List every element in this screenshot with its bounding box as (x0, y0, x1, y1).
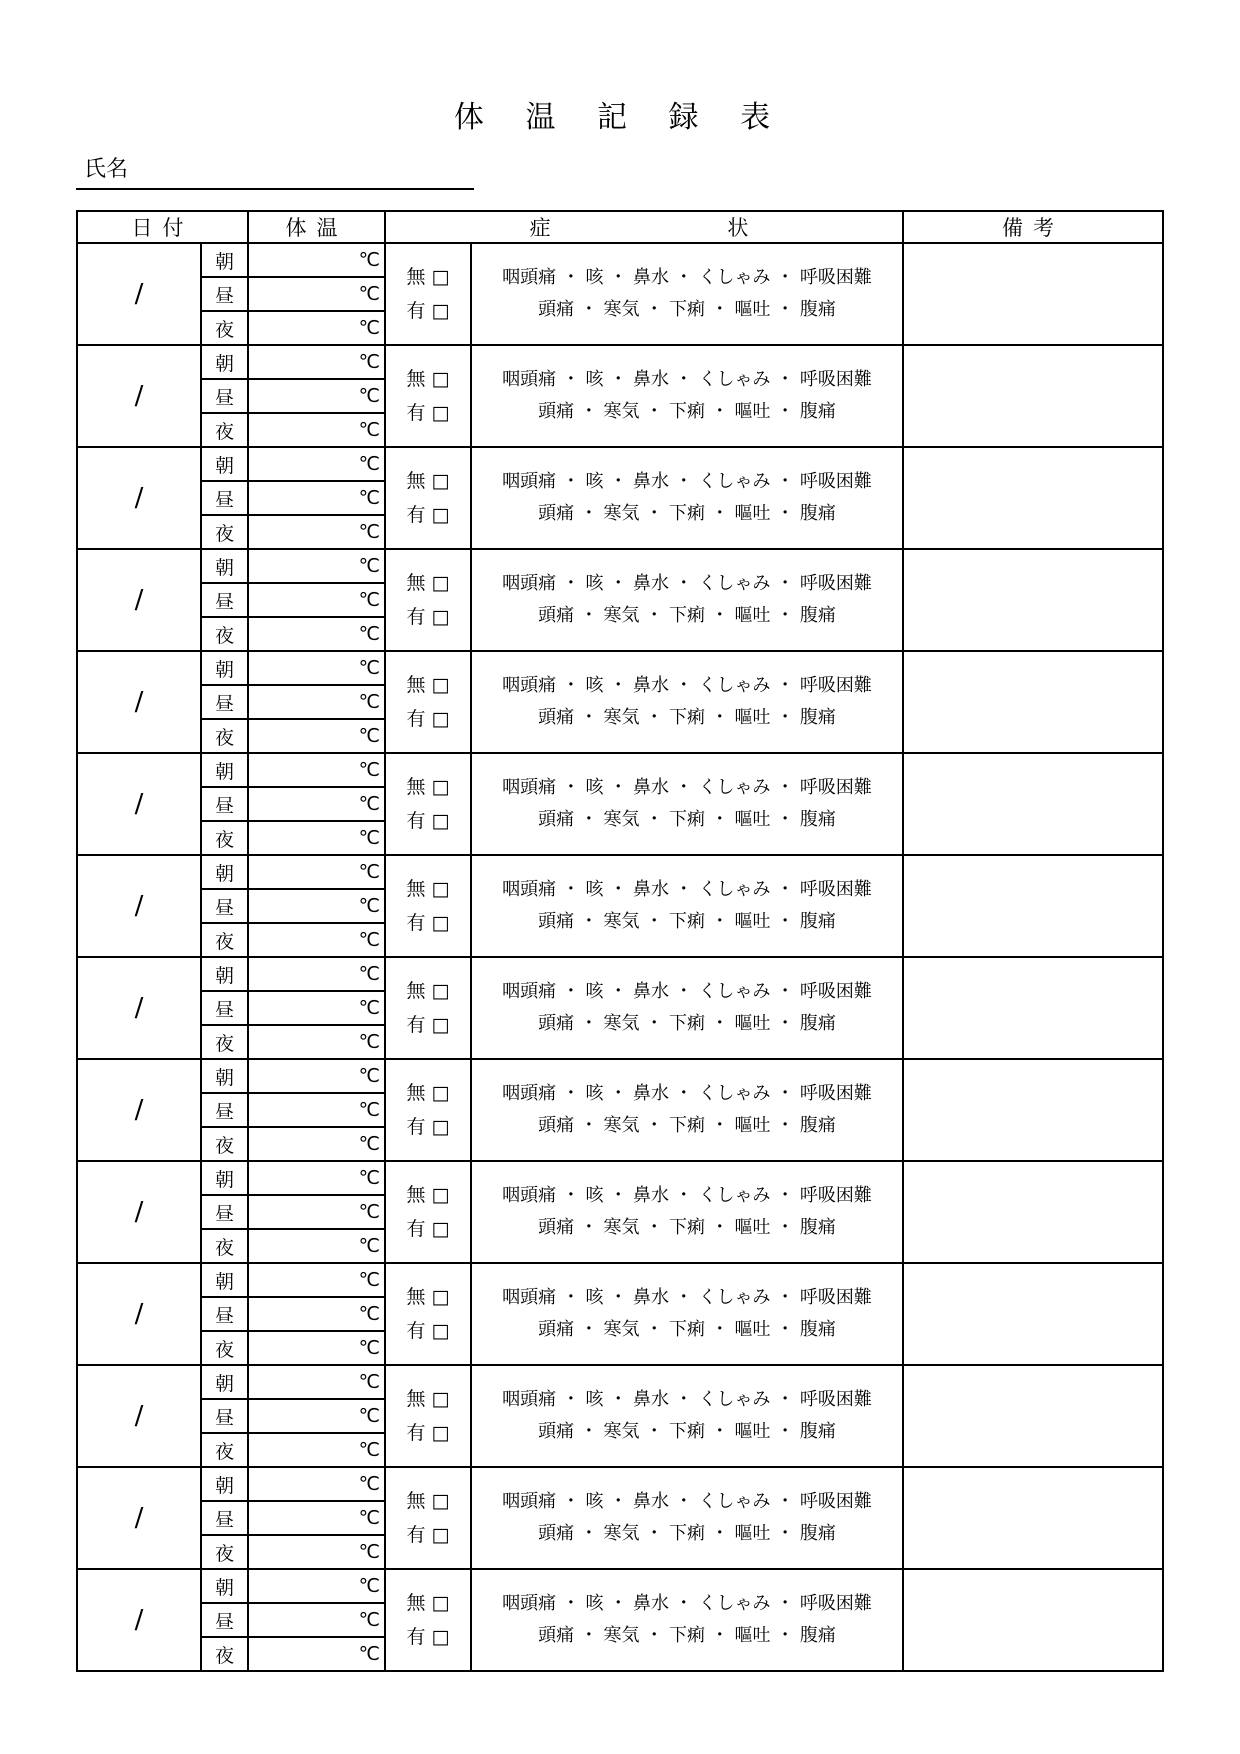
time-of-day-label: 夜 (201, 1025, 248, 1059)
symptom-line-2[interactable]: 頭痛 ・ 寒気 ・ 下痢 ・ 嘔吐 ・ 腹痛 (538, 707, 836, 728)
temperature-cell[interactable]: ℃ (248, 923, 385, 957)
table-row (77, 1263, 1163, 1297)
temperature-cell[interactable]: ℃ (248, 753, 385, 787)
time-of-day-label: 朝 (201, 1263, 248, 1297)
date-cell[interactable]: / (77, 1365, 201, 1467)
temperature-cell[interactable]: ℃ (248, 379, 385, 413)
time-of-day-label: 昼 (201, 1195, 248, 1229)
time-of-day-label: 昼 (201, 277, 248, 311)
time-of-day-label: 朝 (201, 1365, 248, 1399)
temperature-cell[interactable]: ℃ (248, 1093, 385, 1127)
time-of-day-label: 朝 (201, 957, 248, 991)
time-of-day-label: 夜 (201, 311, 248, 345)
symptom-line-1[interactable]: 咽頭痛 ・ 咳 ・ 鼻水 ・ くしゃみ ・ 呼吸困難 (502, 675, 872, 696)
time-of-day-label: 夜 (201, 1127, 248, 1161)
time-of-day-label: 夜 (201, 1637, 248, 1671)
temperature-cell[interactable]: ℃ (248, 719, 385, 753)
table-row (77, 1059, 1163, 1093)
yes-checkbox[interactable]: 有 □ (406, 1014, 450, 1036)
notes-cell[interactable] (903, 855, 1163, 957)
symptom-line-2[interactable]: 頭痛 ・ 寒気 ・ 下痢 ・ 嘔吐 ・ 腹痛 (538, 503, 836, 524)
symptom-presence-cell (385, 1263, 471, 1365)
notes-cell[interactable] (903, 243, 1163, 345)
time-of-day-label: 夜 (201, 821, 248, 855)
yes-checkbox[interactable]: 有 □ (406, 912, 450, 934)
table-row (77, 651, 1163, 685)
temperature-cell[interactable]: ℃ (248, 1569, 385, 1603)
symptom-line-1[interactable]: 咽頭痛 ・ 咳 ・ 鼻水 ・ くしゃみ ・ 呼吸困難 (502, 777, 872, 798)
temperature-cell[interactable]: ℃ (248, 1297, 385, 1331)
symptom-line-1[interactable]: 咽頭痛 ・ 咳 ・ 鼻水 ・ くしゃみ ・ 呼吸困難 (502, 1491, 872, 1512)
yes-checkbox[interactable]: 有 □ (406, 402, 450, 424)
symptom-line-2[interactable]: 頭痛 ・ 寒気 ・ 下痢 ・ 嘔吐 ・ 腹痛 (538, 809, 836, 830)
time-of-day-label: 夜 (201, 923, 248, 957)
yes-checkbox[interactable]: 有 □ (406, 1218, 450, 1240)
temperature-cell[interactable]: ℃ (248, 1501, 385, 1535)
table-row (77, 243, 1163, 277)
symptom-list-cell (471, 549, 903, 651)
notes-cell[interactable] (903, 447, 1163, 549)
date-cell[interactable]: / (77, 651, 201, 753)
notes-cell[interactable] (903, 1059, 1163, 1161)
none-checkbox[interactable]: 無 □ (406, 266, 450, 288)
temperature-log-table (76, 210, 1164, 1672)
time-of-day-label: 昼 (201, 787, 248, 821)
time-of-day-label: 昼 (201, 1297, 248, 1331)
symptom-list-cell (471, 1365, 903, 1467)
date-cell[interactable]: / (77, 1059, 201, 1161)
notes-cell[interactable] (903, 345, 1163, 447)
header-notes: 備考 (903, 211, 1163, 243)
notes-cell[interactable] (903, 1263, 1163, 1365)
page-title: 体 温 記 録 表 (453, 100, 787, 135)
table-row (77, 957, 1163, 991)
none-checkbox[interactable]: 無 □ (406, 1388, 450, 1410)
symptom-presence-cell (385, 1467, 471, 1569)
time-of-day-label: 朝 (201, 753, 248, 787)
temperature-cell[interactable]: ℃ (248, 1467, 385, 1501)
time-of-day-label: 夜 (201, 515, 248, 549)
none-checkbox[interactable]: 無 □ (406, 980, 450, 1002)
symptom-presence-cell (385, 957, 471, 1059)
temperature-cell[interactable]: ℃ (248, 583, 385, 617)
symptom-line-2[interactable]: 頭痛 ・ 寒気 ・ 下痢 ・ 嘔吐 ・ 腹痛 (538, 401, 836, 422)
symptom-line-2[interactable]: 頭痛 ・ 寒気 ・ 下痢 ・ 嘔吐 ・ 腹痛 (538, 1421, 836, 1442)
symptom-list-cell (471, 345, 903, 447)
yes-checkbox[interactable]: 有 □ (406, 1116, 450, 1138)
temperature-cell[interactable]: ℃ (248, 1399, 385, 1433)
temperature-cell[interactable]: ℃ (248, 889, 385, 923)
date-cell[interactable]: / (77, 855, 201, 957)
symptom-line-1[interactable]: 咽頭痛 ・ 咳 ・ 鼻水 ・ くしゃみ ・ 呼吸困難 (502, 267, 872, 288)
yes-checkbox[interactable]: 有 □ (406, 1422, 450, 1444)
symptom-list-cell (471, 1569, 903, 1671)
symptom-line-2[interactable]: 頭痛 ・ 寒気 ・ 下痢 ・ 嘔吐 ・ 腹痛 (538, 1013, 836, 1034)
temperature-cell[interactable]: ℃ (248, 1365, 385, 1399)
symptom-list-cell (471, 1059, 903, 1161)
symptom-presence-cell (385, 345, 471, 447)
notes-cell[interactable] (903, 1569, 1163, 1671)
time-of-day-label: 昼 (201, 1603, 248, 1637)
time-of-day-label: 朝 (201, 447, 248, 481)
symptom-presence-cell (385, 1365, 471, 1467)
temperature-cell[interactable]: ℃ (248, 617, 385, 651)
time-of-day-label: 朝 (201, 549, 248, 583)
symptom-line-2[interactable]: 頭痛 ・ 寒気 ・ 下痢 ・ 嘔吐 ・ 腹痛 (538, 299, 836, 320)
time-of-day-label: 昼 (201, 889, 248, 923)
date-cell[interactable]: / (77, 345, 201, 447)
symptom-list-cell (471, 1263, 903, 1365)
time-of-day-label: 夜 (201, 719, 248, 753)
temperature-cell[interactable]: ℃ (248, 787, 385, 821)
date-cell[interactable]: / (77, 957, 201, 1059)
time-of-day-label: 夜 (201, 1229, 248, 1263)
symptom-presence-cell (385, 855, 471, 957)
symptom-line-2[interactable]: 頭痛 ・ 寒気 ・ 下痢 ・ 嘔吐 ・ 腹痛 (538, 1319, 836, 1340)
time-of-day-label: 朝 (201, 345, 248, 379)
temperature-cell[interactable]: ℃ (248, 549, 385, 583)
symptom-presence-cell (385, 1569, 471, 1671)
symptom-presence-cell (385, 651, 471, 753)
temperature-cell[interactable]: ℃ (248, 821, 385, 855)
temperature-cell[interactable]: ℃ (248, 447, 385, 481)
temperature-cell[interactable]: ℃ (248, 651, 385, 685)
none-checkbox[interactable]: 無 □ (406, 368, 450, 390)
yes-checkbox[interactable]: 有 □ (406, 504, 450, 526)
name-label: 氏名 (84, 157, 129, 182)
temperature-cell[interactable]: ℃ (248, 311, 385, 345)
table-row (77, 1467, 1163, 1501)
log-rows (77, 243, 1163, 1671)
time-of-day-label: 夜 (201, 1331, 248, 1365)
symptom-list-cell (471, 651, 903, 753)
none-checkbox[interactable]: 無 □ (406, 1184, 450, 1206)
time-of-day-label: 昼 (201, 991, 248, 1025)
none-checkbox[interactable]: 無 □ (406, 1082, 450, 1104)
none-checkbox[interactable]: 無 □ (406, 878, 450, 900)
symptom-list-cell (471, 243, 903, 345)
notes-cell[interactable] (903, 957, 1163, 1059)
temperature-cell[interactable]: ℃ (248, 1263, 385, 1297)
temperature-cell[interactable]: ℃ (248, 1127, 385, 1161)
symptom-line-1[interactable]: 咽頭痛 ・ 咳 ・ 鼻水 ・ くしゃみ ・ 呼吸困難 (502, 1389, 872, 1410)
symptom-presence-cell (385, 243, 471, 345)
table-row (77, 345, 1163, 379)
temperature-cell[interactable]: ℃ (248, 1025, 385, 1059)
date-cell[interactable]: / (77, 447, 201, 549)
temperature-cell[interactable]: ℃ (248, 515, 385, 549)
symptom-line-2[interactable]: 頭痛 ・ 寒気 ・ 下痢 ・ 嘔吐 ・ 腹痛 (538, 1523, 836, 1544)
symptom-presence-cell (385, 1059, 471, 1161)
yes-checkbox[interactable]: 有 □ (406, 1524, 450, 1546)
yes-checkbox[interactable]: 有 □ (406, 606, 450, 628)
time-of-day-label: 朝 (201, 855, 248, 889)
time-of-day-label: 昼 (201, 1093, 248, 1127)
time-of-day-label: 朝 (201, 1161, 248, 1195)
symptom-line-1[interactable]: 咽頭痛 ・ 咳 ・ 鼻水 ・ くしゃみ ・ 呼吸困難 (502, 1287, 872, 1308)
yes-checkbox[interactable]: 有 □ (406, 1626, 450, 1648)
yes-checkbox[interactable]: 有 □ (406, 708, 450, 730)
time-of-day-label: 昼 (201, 583, 248, 617)
symptom-list-cell (471, 753, 903, 855)
time-of-day-label: 昼 (201, 1501, 248, 1535)
temperature-cell[interactable]: ℃ (248, 855, 385, 889)
symptom-line-2[interactable]: 頭痛 ・ 寒気 ・ 下痢 ・ 嘔吐 ・ 腹痛 (538, 1217, 836, 1238)
time-of-day-label: 昼 (201, 1399, 248, 1433)
none-checkbox[interactable]: 無 □ (406, 1490, 450, 1512)
temperature-cell[interactable]: ℃ (248, 1229, 385, 1263)
table-row (77, 753, 1163, 787)
symptom-presence-cell (385, 753, 471, 855)
temperature-cell[interactable]: ℃ (248, 413, 385, 447)
table-row (77, 1161, 1163, 1195)
symptom-line-1[interactable]: 咽頭痛 ・ 咳 ・ 鼻水 ・ くしゃみ ・ 呼吸困難 (502, 471, 872, 492)
temperature-cell[interactable]: ℃ (248, 243, 385, 277)
header-temperature: 体温 (248, 211, 385, 243)
time-of-day-label: 朝 (201, 1569, 248, 1603)
time-of-day-label: 朝 (201, 651, 248, 685)
none-checkbox[interactable]: 無 □ (406, 572, 450, 594)
symptom-list-cell (471, 1467, 903, 1569)
table-row (77, 1569, 1163, 1603)
temperature-cell[interactable]: ℃ (248, 1603, 385, 1637)
date-cell[interactable]: / (77, 1467, 201, 1569)
temperature-cell[interactable]: ℃ (248, 991, 385, 1025)
none-checkbox[interactable]: 無 □ (406, 1286, 450, 1308)
symptom-list-cell (471, 957, 903, 1059)
date-cell[interactable]: / (77, 753, 201, 855)
symptom-line-1[interactable]: 咽頭痛 ・ 咳 ・ 鼻水 ・ くしゃみ ・ 呼吸困難 (502, 369, 872, 390)
temperature-cell[interactable]: ℃ (248, 345, 385, 379)
notes-cell[interactable] (903, 1161, 1163, 1263)
notes-cell[interactable] (903, 753, 1163, 855)
symptom-line-2[interactable]: 頭痛 ・ 寒気 ・ 下痢 ・ 嘔吐 ・ 腹痛 (538, 911, 836, 932)
temperature-cell[interactable]: ℃ (248, 481, 385, 515)
symptom-presence-cell (385, 1161, 471, 1263)
symptom-line-1[interactable]: 咽頭痛 ・ 咳 ・ 鼻水 ・ くしゃみ ・ 呼吸困難 (502, 981, 872, 1002)
yes-checkbox[interactable]: 有 □ (406, 810, 450, 832)
none-checkbox[interactable]: 無 □ (406, 674, 450, 696)
temperature-cell[interactable]: ℃ (248, 277, 385, 311)
none-checkbox[interactable]: 無 □ (406, 470, 450, 492)
time-of-day-label: 夜 (201, 1535, 248, 1569)
time-of-day-label: 昼 (201, 685, 248, 719)
table-row (77, 855, 1163, 889)
time-of-day-label: 昼 (201, 379, 248, 413)
temperature-cell[interactable]: ℃ (248, 1331, 385, 1365)
name-field-line[interactable] (76, 188, 474, 190)
temperature-cell[interactable]: ℃ (248, 1059, 385, 1093)
time-of-day-label: 昼 (201, 481, 248, 515)
temperature-cell[interactable]: ℃ (248, 1637, 385, 1671)
time-of-day-label: 夜 (201, 413, 248, 447)
symptom-list-cell (471, 855, 903, 957)
time-of-day-label: 朝 (201, 1467, 248, 1501)
symptom-line-2[interactable]: 頭痛 ・ 寒気 ・ 下痢 ・ 嘔吐 ・ 腹痛 (538, 1115, 836, 1136)
date-cell[interactable]: / (77, 1569, 201, 1671)
temperature-cell[interactable]: ℃ (248, 1161, 385, 1195)
temperature-cell[interactable]: ℃ (248, 1195, 385, 1229)
symptom-line-1[interactable]: 咽頭痛 ・ 咳 ・ 鼻水 ・ くしゃみ ・ 呼吸困難 (502, 1185, 872, 1206)
notes-cell[interactable] (903, 1365, 1163, 1467)
none-checkbox[interactable]: 無 □ (406, 1592, 450, 1614)
symptom-line-1[interactable]: 咽頭痛 ・ 咳 ・ 鼻水 ・ くしゃみ ・ 呼吸困難 (502, 1083, 872, 1104)
notes-cell[interactable] (903, 1467, 1163, 1569)
header-symptoms-a: 症 (529, 216, 561, 240)
symptom-list-cell (471, 447, 903, 549)
symptom-presence-cell (385, 447, 471, 549)
symptom-line-1[interactable]: 咽頭痛 ・ 咳 ・ 鼻水 ・ くしゃみ ・ 呼吸困難 (502, 1593, 872, 1614)
time-of-day-label: 朝 (201, 1059, 248, 1093)
date-cell[interactable]: / (77, 1161, 201, 1263)
temperature-cell[interactable]: ℃ (248, 1433, 385, 1467)
yes-checkbox[interactable]: 有 □ (406, 300, 450, 322)
temperature-cell[interactable]: ℃ (248, 957, 385, 991)
symptom-line-1[interactable]: 咽頭痛 ・ 咳 ・ 鼻水 ・ くしゃみ ・ 呼吸困難 (502, 573, 872, 594)
none-checkbox[interactable]: 無 □ (406, 776, 450, 798)
date-cell[interactable]: / (77, 1263, 201, 1365)
header-row (77, 211, 1163, 243)
time-of-day-label: 朝 (201, 243, 248, 277)
header-symptoms-b: 状 (727, 216, 759, 240)
symptom-list-cell (471, 1161, 903, 1263)
header-symptoms (385, 211, 903, 243)
notes-cell[interactable] (903, 651, 1163, 753)
date-cell[interactable]: / (77, 243, 201, 345)
time-of-day-label: 夜 (201, 617, 248, 651)
yes-checkbox[interactable]: 有 □ (406, 1320, 450, 1342)
symptom-presence-cell (385, 549, 471, 651)
date-cell[interactable]: / (77, 549, 201, 651)
symptom-line-2[interactable]: 頭痛 ・ 寒気 ・ 下痢 ・ 嘔吐 ・ 腹痛 (538, 1625, 836, 1646)
header-date: 日付 (77, 211, 248, 243)
notes-cell[interactable] (903, 549, 1163, 651)
symptom-line-2[interactable]: 頭痛 ・ 寒気 ・ 下痢 ・ 嘔吐 ・ 腹痛 (538, 605, 836, 626)
time-of-day-label: 夜 (201, 1433, 248, 1467)
table-row (77, 549, 1163, 583)
symptom-line-1[interactable]: 咽頭痛 ・ 咳 ・ 鼻水 ・ くしゃみ ・ 呼吸困難 (502, 879, 872, 900)
temperature-cell[interactable]: ℃ (248, 1535, 385, 1569)
table-row (77, 1365, 1163, 1399)
table-row (77, 447, 1163, 481)
temperature-cell[interactable]: ℃ (248, 685, 385, 719)
